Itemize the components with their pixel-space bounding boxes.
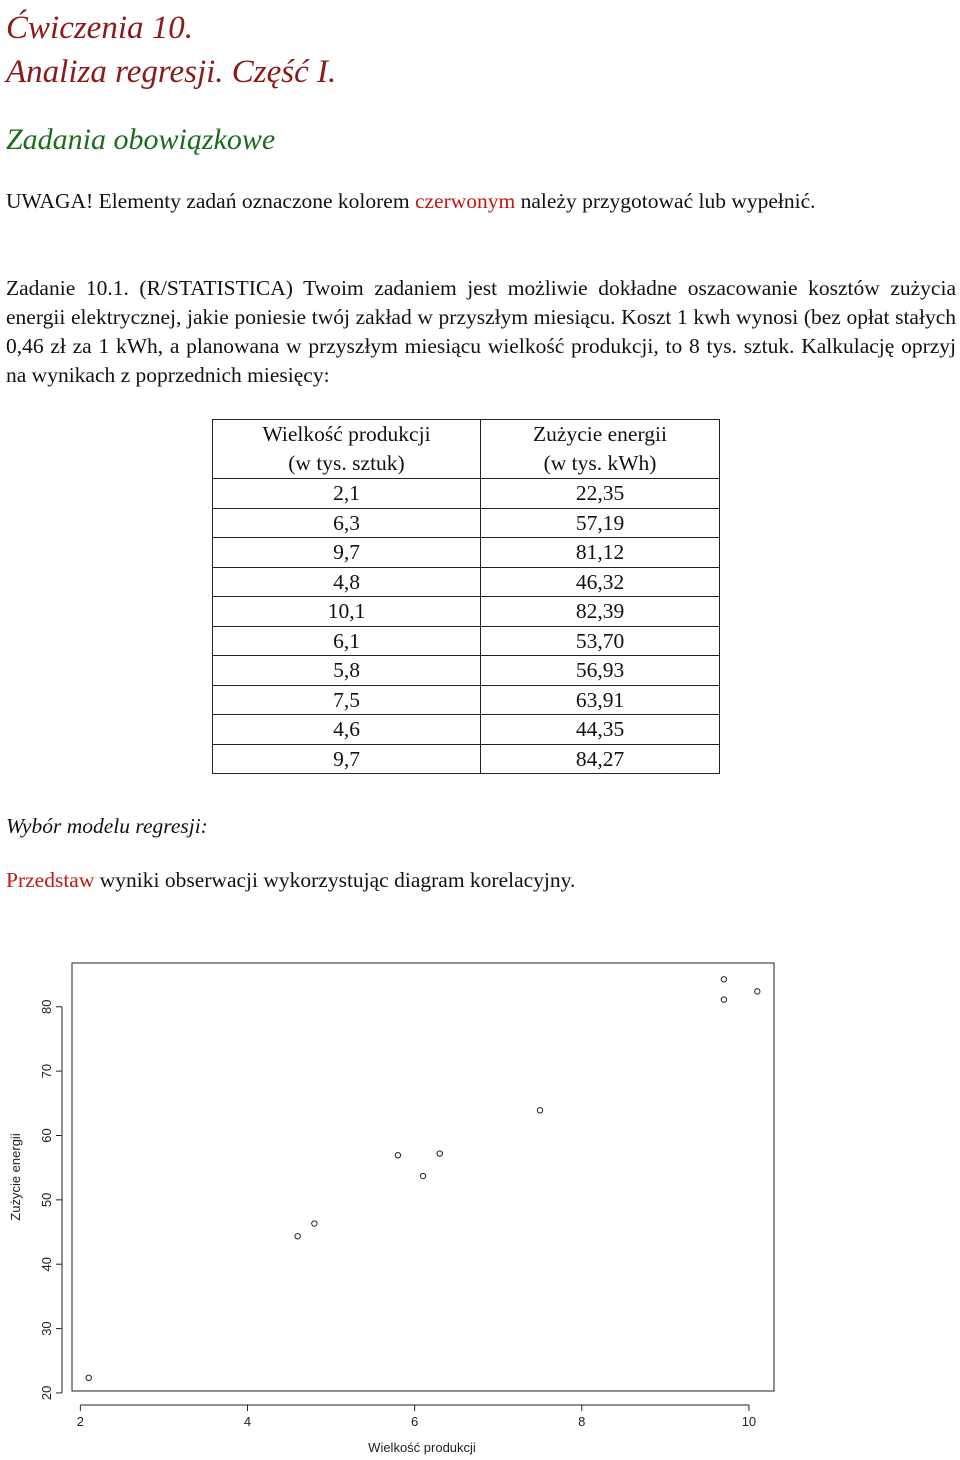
y-tick-label: 20	[39, 1385, 54, 1401]
task-body: (R/STATISTICA) Twoim zadaniem jest możliwie dokładne oszacowanie kosztów zużycia energii elektrycznej, jakie poniesie twój zakład w przyszłym miesiącu. Koszt 1 kwh wynosi (bez opłat stałych 0,46 zł za 1 kWh, a planowana w przyszłym miesiącu wielkość produkcji, to 8 tys. sztuk. Kalkulację oprzyj na wynikach z poprzednich miesięcy:	[6, 276, 956, 387]
x-tick-label: 8	[578, 1414, 586, 1429]
page-title-line2: Analiza regresji. Część I.	[6, 54, 337, 90]
y-tick-label: 70	[39, 1063, 54, 1079]
note-paragraph	[6, 187, 956, 216]
data-point	[312, 1221, 317, 1226]
header-line: Wielkość produkcji	[262, 422, 431, 446]
data-table	[212, 419, 720, 774]
cell-energy: 46,32	[481, 567, 720, 597]
cell-production: 7,5	[213, 685, 481, 715]
x-tick-label: 2	[76, 1414, 84, 1429]
cell-production: 6,3	[213, 508, 481, 538]
y-axis-label: Zużycie energii	[8, 1133, 23, 1221]
cell-energy: 44,35	[481, 715, 720, 745]
table-header-row	[213, 420, 720, 479]
model-selection-label: Wybór modelu regresji:	[6, 814, 208, 838]
cell-production: 6,1	[213, 626, 481, 656]
table-body	[213, 479, 720, 774]
cell-energy: 81,12	[481, 538, 720, 568]
table-row	[213, 479, 720, 509]
column-header-energy	[481, 420, 720, 479]
table-row	[213, 597, 720, 627]
note-text-after: należy przygotować lub wypełnić.	[515, 189, 816, 213]
x-tick-label: 4	[243, 1414, 252, 1429]
y-tick-label: 40	[39, 1256, 54, 1272]
note-text-before: Elementy zadań oznaczone kolorem	[93, 189, 415, 213]
data-point	[721, 977, 726, 982]
note-prefix: UWAGA!	[6, 189, 94, 213]
table-row	[213, 508, 720, 538]
task-paragraph	[6, 274, 956, 390]
cell-energy: 56,93	[481, 656, 720, 686]
plot-frame	[72, 963, 774, 1391]
cell-energy: 82,39	[481, 597, 720, 627]
data-point	[537, 1108, 542, 1113]
plot-points	[86, 977, 760, 1381]
table-row	[213, 744, 720, 774]
instruction-text: wyniki obserwacji wykorzystując diagram korelacyjny.	[94, 868, 576, 892]
cell-energy: 53,70	[481, 626, 720, 656]
table-row	[213, 626, 720, 656]
column-header-production	[213, 420, 481, 479]
cell-energy: 63,91	[481, 685, 720, 715]
cell-production: 9,7	[213, 744, 481, 774]
page-title-line1: Ćwiczenia 10.	[6, 10, 193, 46]
cell-production: 2,1	[213, 479, 481, 509]
cell-production: 4,8	[213, 567, 481, 597]
table-row	[213, 715, 720, 745]
cell-production: 4,6	[213, 715, 481, 745]
table-row	[213, 656, 720, 686]
scatter-plot	[0, 950, 960, 1460]
section-heading: Zadania obowiązkowe	[6, 123, 276, 156]
data-point	[755, 989, 760, 994]
data-point	[437, 1151, 442, 1156]
data-point	[420, 1173, 425, 1178]
cell-energy: 84,27	[481, 744, 720, 774]
y-tick-label: 30	[39, 1321, 54, 1336]
plot-axes	[39, 1000, 756, 1429]
y-tick-label: 50	[39, 1192, 54, 1208]
table-row	[213, 538, 720, 568]
data-point	[721, 997, 726, 1002]
data-point	[86, 1375, 91, 1380]
x-tick-label: 10	[741, 1414, 757, 1429]
header-line: Zużycie energii	[533, 422, 667, 446]
instruction-highlight: Przedstaw	[6, 868, 95, 892]
cell-production: 9,7	[213, 538, 481, 568]
table-row	[213, 685, 720, 715]
cell-energy: 57,19	[481, 508, 720, 538]
table-row	[213, 567, 720, 597]
note-highlight: czerwonym	[414, 189, 516, 213]
data-point	[295, 1234, 300, 1239]
cell-production: 5,8	[213, 656, 481, 686]
cell-energy: 22,35	[481, 479, 720, 509]
x-axis-label: Wielkość produkcji	[368, 1440, 476, 1455]
cell-production: 10,1	[213, 597, 481, 627]
x-tick-label: 6	[411, 1414, 419, 1429]
y-tick-label: 60	[39, 1128, 54, 1143]
task-number: Zadanie 10.1.	[6, 276, 129, 300]
y-tick-label: 80	[39, 999, 54, 1014]
data-point	[395, 1153, 400, 1158]
header-line: (w tys. kWh)	[543, 451, 657, 475]
header-line: (w tys. sztuk)	[288, 451, 405, 475]
instruction-line	[6, 868, 575, 893]
